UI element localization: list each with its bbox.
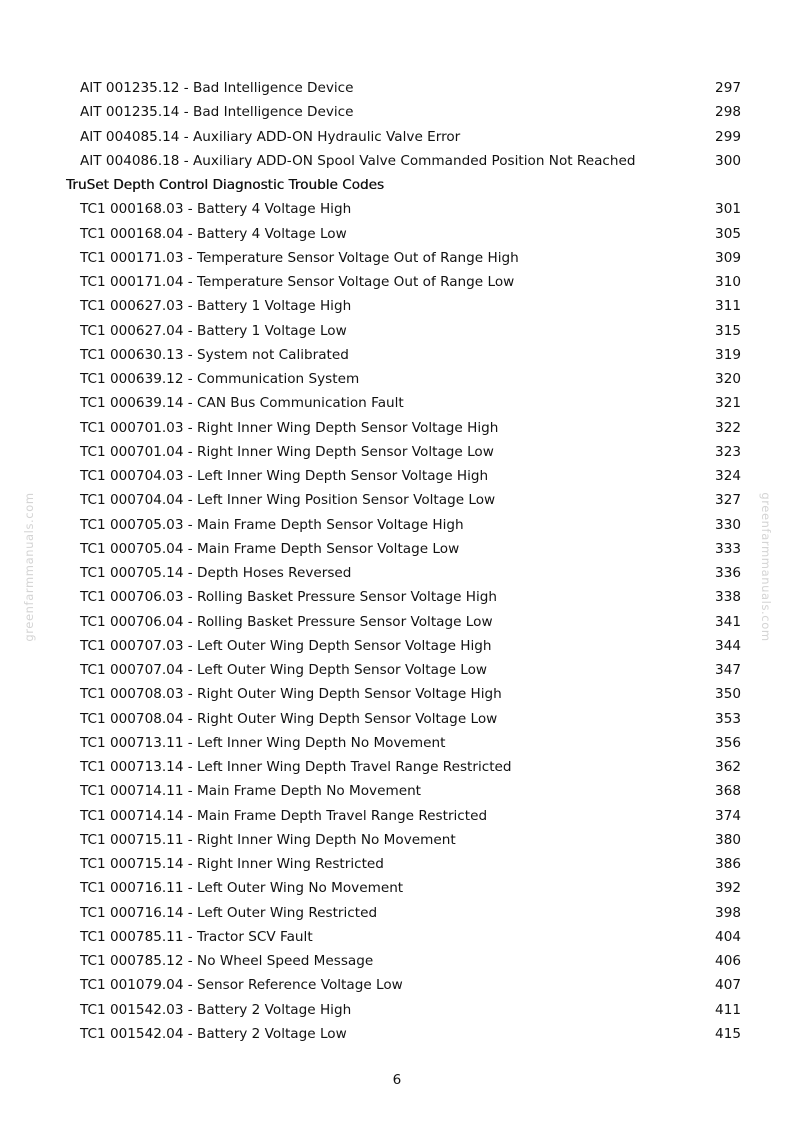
toc-entry-title: TC1 000701.03 - Right Inner Wing Depth Sensor Voltage High: [80, 419, 499, 436]
toc-entry-page-number: 347: [715, 662, 741, 678]
toc-entry-title: TC1 000707.04 - Left Outer Wing Depth Sensor Voltage Low: [80, 662, 488, 678]
toc-entry-title: TC1 000713.14 - Left Inner Wing Depth Travel Range Restricted: [80, 759, 512, 775]
toc-entry-title: TC1 000701.04 - Right Inner Wing Depth Sensor Voltage Low: [80, 443, 494, 460]
toc-entry-title: TC1 000708.04 - Right Outer Wing Depth Sensor Voltage Low: [80, 710, 498, 727]
toc-entry[interactable]: [0, 464, 794, 488]
toc-entry-page-number: 350: [715, 686, 741, 703]
toc-entry-page-number: 386: [715, 856, 741, 872]
toc-entry-page-number: 322: [715, 419, 741, 436]
toc-entry[interactable]: [0, 197, 794, 221]
toc-entry[interactable]: [0, 634, 794, 658]
toc-entry[interactable]: [0, 367, 794, 391]
toc-entry-page-number: 398: [715, 904, 741, 921]
toc-entry-title: TC1 000168.03 - Battery 4 Voltage High: [80, 201, 352, 218]
toc-entry[interactable]: [0, 707, 794, 731]
toc-entry-title: TC1 000639.14 - CAN Bus Communication Fault: [80, 395, 404, 412]
toc-section-heading: [0, 173, 794, 197]
toc-entry[interactable]: [0, 682, 794, 706]
toc-entry-title: TC1 000630.13 - System not Calibrated: [80, 346, 349, 363]
toc-entry[interactable]: [0, 319, 794, 343]
toc-entry-title: TC1 000639.12 - Communication System: [80, 371, 360, 387]
toc-entry-page-number: 336: [715, 565, 741, 581]
toc-entry-page-number: 299: [715, 128, 741, 145]
toc-entry-page-number: 319: [715, 346, 741, 363]
toc-entry[interactable]: [0, 488, 794, 512]
toc-entry-title: TC1 000705.03 - Main Frame Depth Sensor Voltage High: [80, 516, 464, 533]
toc-entry[interactable]: [0, 876, 794, 900]
toc-entry-page-number: 298: [715, 104, 741, 121]
toc-entry-title: TC1 000627.03 - Battery 1 Voltage High: [80, 298, 352, 315]
toc-entry-page-number: 320: [715, 371, 741, 387]
toc-entry-title: TC1 000168.04 - Battery 4 Voltage Low: [80, 225, 347, 242]
toc-entry[interactable]: [0, 513, 794, 537]
toc-entry-page-number: 404: [715, 928, 741, 945]
toc-entry[interactable]: [0, 76, 794, 100]
toc-entry-page-number: 362: [715, 759, 741, 775]
toc-entry-title: TC1 000708.03 - Right Outer Wing Depth Sensor Voltage High: [80, 686, 502, 703]
toc-entry[interactable]: [0, 852, 794, 876]
toc-entry-page-number: 309: [715, 249, 741, 266]
toc-entry-title: AIT 001235.12 - Bad Intelligence Device: [80, 80, 354, 96]
toc-entry-page-number: 374: [715, 807, 741, 824]
toc-entry-page-number: 411: [715, 1001, 741, 1018]
toc-entry-title: TC1 000716.14 - Left Outer Wing Restricted: [80, 904, 378, 921]
toc-entry-title: TC1 000785.12 - No Wheel Speed Message: [80, 953, 374, 969]
toc-entry-page-number: 333: [715, 540, 741, 557]
toc-entry[interactable]: [0, 731, 794, 755]
toc-entry-title: TC1 000714.14 - Main Frame Depth Travel Range Restricted: [80, 807, 488, 824]
toc-entry-title: TC1 000715.11 - Right Inner Wing Depth No Movement: [80, 831, 456, 848]
toc-entry[interactable]: [0, 804, 794, 828]
toc-entry-page-number: 305: [715, 225, 741, 242]
toc-entry[interactable]: [0, 100, 794, 124]
toc-entry[interactable]: [0, 658, 794, 682]
toc-entry-page-number: 323: [715, 443, 741, 460]
toc-entry-title: TC1 000705.04 - Main Frame Depth Sensor Voltage Low: [80, 540, 460, 557]
toc-entry-title: TC1 001542.04 - Battery 2 Voltage Low: [80, 1025, 347, 1042]
toc-entry-page-number: 300: [715, 152, 741, 169]
toc-entry-page-number: 344: [715, 637, 741, 654]
toc-entry[interactable]: [0, 149, 794, 173]
toc-entry-title: TC1 000707.03 - Left Outer Wing Depth Sensor Voltage High: [80, 637, 492, 654]
toc-entry-title: TC1 000714.11 - Main Frame Depth No Movement: [80, 783, 422, 800]
toc-entry-page-number: 380: [715, 831, 741, 848]
toc-entry-page-number: 341: [715, 613, 741, 630]
toc-entry[interactable]: [0, 779, 794, 803]
toc-entry-page-number: 315: [715, 322, 741, 339]
toc-entry-page-number: 310: [715, 274, 741, 290]
toc-entry-title: TC1 000716.11 - Left Outer Wing No Movement: [80, 880, 404, 897]
toc-entry-title: TC1 000706.03 - Rolling Basket Pressure Sensor Voltage High: [80, 589, 498, 606]
toc-entry-page-number: 392: [715, 880, 741, 897]
toc-entry[interactable]: [0, 828, 794, 852]
toc-entry-title: TC1 000171.03 - Temperature Sensor Voltage Out of Range High: [80, 249, 519, 266]
toc-entry-page-number: 406: [715, 953, 741, 969]
toc-entry-title: TC1 001542.03 - Battery 2 Voltage High: [80, 1001, 352, 1018]
toc-entry[interactable]: [0, 925, 794, 949]
toc-entry-title: TC1 000171.04 - Temperature Sensor Voltage Out of Range Low: [80, 274, 515, 290]
toc-entry-page-number: 321: [715, 395, 741, 412]
toc-entry-title: TC1 000627.04 - Battery 1 Voltage Low: [80, 322, 347, 339]
watermark-right: greenfarmmanuals.com: [759, 492, 773, 642]
toc-entry-page-number: 311: [715, 298, 741, 315]
toc-entry[interactable]: [0, 998, 794, 1022]
watermark-left: greenfarmmanuals.com: [22, 492, 36, 642]
toc-entry-title: TC1 000785.11 - Tractor SCV Fault: [80, 928, 313, 945]
toc-entry[interactable]: [0, 949, 794, 973]
section-title: TruSet Depth Control Diagnostic Trouble Codes: [66, 177, 384, 193]
toc-entry-page-number: 353: [715, 710, 741, 727]
toc-entry[interactable]: [0, 610, 794, 634]
toc-entry[interactable]: [0, 125, 794, 149]
toc-entry-title: TC1 000706.04 - Rolling Basket Pressure Sensor Voltage Low: [80, 613, 493, 630]
toc-entry[interactable]: [0, 973, 794, 997]
toc-entry-page-number: 324: [715, 468, 741, 484]
toc-entry[interactable]: [0, 294, 794, 318]
toc-entry[interactable]: [0, 222, 794, 246]
toc-entry-title: TC1 000713.11 - Left Inner Wing Depth No Movement: [80, 734, 446, 751]
toc-entry[interactable]: [0, 270, 794, 294]
table-of-contents: [0, 76, 794, 1046]
toc-entry[interactable]: [0, 755, 794, 779]
toc-entry[interactable]: [0, 416, 794, 440]
toc-entry[interactable]: [0, 391, 794, 415]
toc-entry-page-number: 301: [715, 201, 741, 218]
toc-entry[interactable]: [0, 440, 794, 464]
toc-entry[interactable]: [0, 537, 794, 561]
toc-entry-title: AIT 001235.14 - Bad Intelligence Device: [80, 104, 354, 121]
toc-entry[interactable]: [0, 343, 794, 367]
toc-entry-page-number: 356: [715, 734, 741, 751]
toc-entry-page-number: 415: [715, 1025, 741, 1042]
toc-entry-page-number: 297: [715, 80, 741, 96]
toc-entry[interactable]: [0, 585, 794, 609]
toc-entry[interactable]: [0, 246, 794, 270]
toc-entry-title: TC1 000705.14 - Depth Hoses Reversed: [80, 565, 352, 581]
toc-entry-title: AIT 004085.14 - Auxiliary ADD-ON Hydraulic Valve Error: [80, 128, 461, 145]
toc-entry[interactable]: [0, 1022, 794, 1046]
toc-entry-page-number: 368: [715, 783, 741, 800]
toc-entry-title: TC1 000704.03 - Left Inner Wing Depth Sensor Voltage High: [80, 468, 489, 484]
page-number: 6: [392, 1072, 402, 1088]
toc-entry-page-number: 338: [715, 589, 741, 606]
toc-entry[interactable]: [0, 561, 794, 585]
toc-entry-page-number: 407: [715, 977, 741, 994]
toc-entry-title: TC1 000704.04 - Left Inner Wing Position Sensor Voltage Low: [80, 492, 496, 509]
toc-entry-page-number: 327: [715, 492, 741, 509]
toc-entry-page-number: 330: [715, 516, 741, 533]
toc-entry[interactable]: [0, 901, 794, 925]
toc-entry-title: TC1 000715.14 - Right Inner Wing Restricted: [80, 856, 384, 872]
toc-entry-title: TC1 001079.04 - Sensor Reference Voltage Low: [80, 977, 403, 994]
toc-entry-title: AIT 004086.18 - Auxiliary ADD-ON Spool Valve Commanded Position Not Reached: [80, 152, 636, 169]
